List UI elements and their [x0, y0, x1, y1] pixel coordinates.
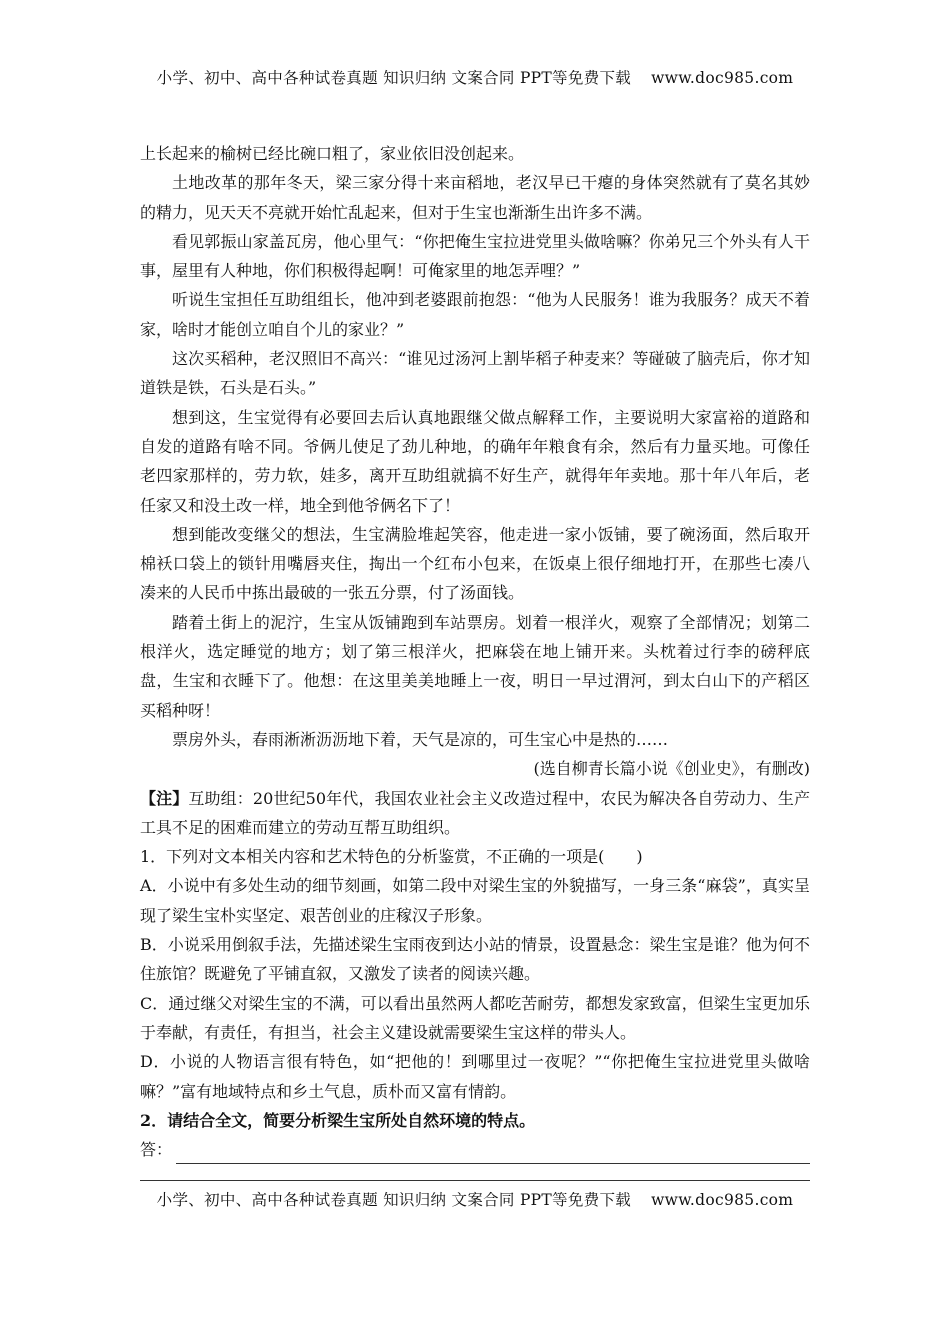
question-2-stem: 2．请结合全文，简要分析梁生宝所处自然环境的特点。: [140, 1110, 536, 1130]
header-site-link[interactable]: www.doc985.com: [651, 69, 794, 87]
page-header: [0, 66, 950, 88]
document-body: [140, 139, 810, 1164]
passage-paragraph: 看见郭振山家盖瓦房，他心里气：“你把俺生宝拉进党里头做啥嘛？你弟兄三个外头有人干事，屋里有人种地，你们积极得起啊！可俺家里的地怎弄哩？”: [140, 231, 810, 281]
passage-paragraph: 踏着土街上的泥泞，生宝从饭铺跑到车站票房。划着一根洋火，观察了全部情况；划第二根洋火，选定睡觉的地方；划了第三根洋火，把麻袋在地上铺开来。头枕着过行李的磅秤底盘，生宝和衣睡下了。他想：在这里美美地睡上一夜，明日一早过渭河，到太白山下的产稻区买稻种呀！: [140, 612, 810, 720]
passage-paragraph: 听说生宝担任互助组组长，他冲到老婆跟前抱怨：“他为人民服务！谁为我服务？成天不着家，啥时才能创立咱自个儿的家业？”: [140, 290, 810, 339]
footer-site-link[interactable]: www.doc985.com: [651, 1191, 794, 1209]
footer-text: 小学、初中、高中各种试卷真题 知识归纳 文案合同 PPT等免费下载: [156, 1191, 632, 1209]
question-1-option-c: C．通过继父对梁生宝的不满，可以看出虽然两人都吃苦耐劳，都想发家致富，但梁生宝更加乐于奉献，有责任，有担当，社会主义建设就需要梁生宝这样的带头人。: [140, 993, 810, 1042]
passage-source: (选自柳青长篇小说《创业史》，有删改): [533, 759, 810, 779]
passage-paragraph: 想到这，生宝觉得有必要回去后认真地跟继父做点解释工作，主要说明大家富裕的道路和自发的道路有啥不同。爷俩儿使足了劲儿种地，的确年年粮食有余，然后有力量买地。可像任老四家那样的，劳力软，娃多，离开互助组就搞不好生产，就得年年卖地。那十年八年后，老任家又和没土改一样，地全到他爷俩名下了！: [140, 407, 810, 515]
answer-field[interactable]: [140, 1135, 810, 1164]
question-1-option-d: D．小说的人物语言很有特色，如“把他的！到哪里过一夜呢？”“你把俺生宝拉进党里头做啥嘛？”富有地域特点和乡土气息，质朴而又富有情韵。: [140, 1052, 810, 1101]
annotation-note: [140, 784, 810, 843]
passage-continuation: 上长起来的榆树已经比碗口粗了，家业依旧没创起来。: [140, 144, 525, 163]
passage-paragraph: 土地改革的那年冬天，梁三家分得十来亩稻地，老汉早已干瘪的身体突然就有了莫名其妙的精力，见天天不亮就开始忙乱起来，但对于生宝也渐渐生出许多不满。: [140, 173, 810, 222]
page-footer: [0, 1188, 950, 1210]
answer-line-2[interactable]: [140, 1180, 810, 1181]
question-1-option-a: A．小说中有多处生动的细节刻画，如第二段中对梁生宝的外貌描写，一身三条“麻袋”，真实呈现了梁生宝朴实坚定、艰苦创业的庄稼汉子形象。: [140, 876, 810, 925]
note-text: 互助组：20世纪50年代，我国农业社会主义改造过程中，农民为解决各自劳动力、生产工具不足的困难而建立的劳动互帮互助组织。: [140, 788, 810, 837]
header-text: 小学、初中、高中各种试卷真题 知识归纳 文案合同 PPT等免费下载: [156, 69, 632, 87]
question-1-stem: 1．下列对文本相关内容和艺术特色的分析鉴赏，不正确的一项是( ): [140, 847, 643, 867]
answer-label: 答：: [140, 1140, 173, 1160]
passage-paragraph: 这次买稻种，老汉照旧不高兴：“谁见过汤河上割毕稻子种麦来？等碰破了脑壳后，你才知道铁是铁，石头是石头。”: [140, 349, 810, 398]
note-label: 【注】: [140, 788, 189, 808]
answer-line-1[interactable]: [176, 1143, 810, 1164]
passage-paragraph: 票房外头，春雨淅淅沥沥地下着，天气是凉的，可生宝心中是热的……: [172, 729, 669, 749]
question-1-option-b: B．小说采用倒叙手法，先描述梁生宝雨夜到达小站的情景，设置悬念：梁生宝是谁？他为何不住旅馆？既避免了平铺直叙，又激发了读者的阅读兴趣。: [140, 935, 810, 984]
passage-paragraph: 想到能改变继父的想法，生宝满脸堆起笑容，他走进一家小饭铺，要了碗汤面，然后取开棉袄口袋上的锁针用嘴唇夹住，掏出一个红布小包来，在饭桌上很仔细地打开，在那些七凑八凑来的人民币中拣出最破的一张五分票，付了汤面钱。: [140, 524, 810, 603]
